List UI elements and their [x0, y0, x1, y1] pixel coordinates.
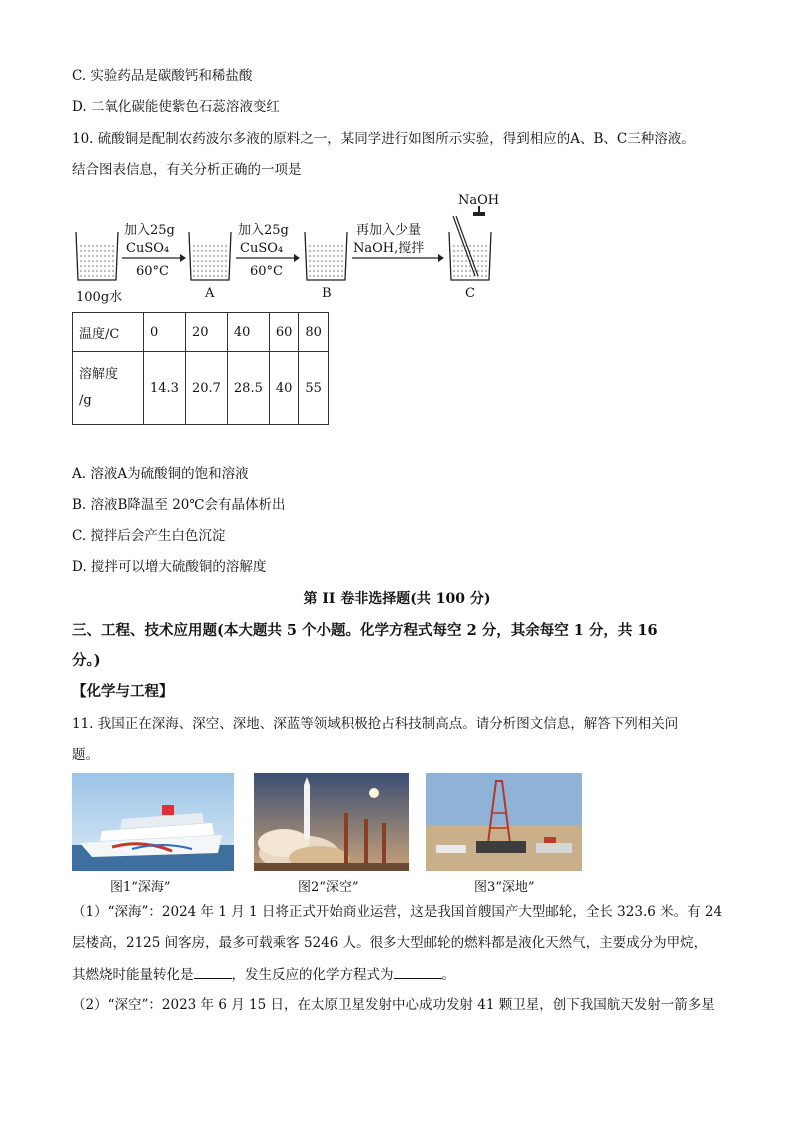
drilling-rig-photo — [426, 773, 582, 871]
rocket-launch-photo — [254, 773, 409, 871]
q11-stem-line2: 题。 — [72, 747, 99, 763]
q10-stem-line2: 结合图表信息，有关分析正确的一项是 — [72, 162, 302, 178]
naoh-label: NaOH — [458, 193, 500, 208]
q11-part1-line1: （1）“深海”：2024 年 1 月 1 日将正式开始商业运营，这是我国首艘国产大型邮轮，全长 323.6 米。有 24 — [72, 904, 723, 920]
step3-reagent: 再加入少量 — [356, 223, 422, 238]
beaker-a-icon — [187, 230, 233, 282]
table-cell: 40 — [269, 352, 299, 425]
step1-temperature: 60°C — [136, 264, 169, 279]
q10-option-a: A. 溶液A为硫酸铜的饱和溶液 — [72, 466, 249, 482]
caption-water: 100g水 — [76, 290, 123, 305]
option-d-previous: D. 二氧化碳能使紫色石蕊溶液变红 — [72, 99, 280, 115]
table-cell: 14.3 — [144, 352, 186, 425]
table-cell: 20 — [185, 313, 227, 352]
step3-action: NaOH,搅拌 — [353, 241, 425, 256]
beaker-c-icon — [445, 214, 495, 282]
table-header-temperature: 温度/C — [73, 313, 144, 352]
figure-1-caption: 图1“深海” — [110, 880, 171, 895]
q10-option-c: C. 搅拌后会产生白色沉淀 — [72, 528, 226, 544]
section-3-title-line1: 三、工程、技术应用题(本大题共 5 个小题。化学方程式每空 2 分，其余每空 1 分，共 16 — [72, 622, 658, 639]
solubility-label: 溶解度 — [79, 367, 119, 382]
step1-reagent: 加入25g — [124, 223, 175, 238]
q10-option-b: B. 溶液B降温至 20℃会有晶体析出 — [72, 497, 286, 513]
caption-c: C — [465, 286, 475, 301]
q11-stem-line1: 11. 我国正在深海、深空、深地、深蓝等领域积极抢占科技制高点。请分析图文信息，解答下列相关问 — [72, 716, 679, 732]
q11-part1-text-a: 其燃烧时能量转化是 — [72, 967, 194, 983]
step2-reagent: 加入25g — [238, 223, 289, 238]
answer-blank-equation[interactable] — [394, 964, 442, 979]
figure-2-caption: 图2“深空” — [298, 880, 359, 895]
caption-b: B — [322, 286, 332, 301]
table-cell: 60 — [269, 313, 299, 352]
step1-compound: CuSO₄ — [126, 241, 170, 256]
table-cell: 0 — [144, 313, 186, 352]
answer-blank-energy[interactable] — [194, 964, 232, 979]
q10-stem-line1: 10. 硫酸铜是配制农药波尔多液的原料之一，某同学进行如图所示实验，得到相应的A、B、C三种溶液。 — [72, 131, 695, 147]
caption-a: A — [205, 286, 215, 301]
figure-3-caption: 图3“深地” — [474, 880, 535, 895]
q10-option-d: D. 搅拌可以增大硫酸铜的溶解度 — [72, 559, 267, 575]
section-3-title-line2: 分。) — [72, 652, 101, 669]
table-cell: 40 — [227, 313, 269, 352]
table-cell: 20.7 — [185, 352, 227, 425]
q11-part1-text-c: 。 — [441, 967, 455, 983]
table-header-solubility — [73, 352, 144, 425]
subheading-chem-engineering: 【化学与工程】 — [72, 683, 174, 700]
table-row — [73, 352, 329, 425]
beaker-b-icon — [303, 230, 349, 282]
dropper-icon — [470, 206, 488, 222]
beaker-water-icon — [74, 230, 120, 282]
cruise-ship-photo — [72, 773, 234, 871]
q11-part2-line1: （2）“深空”：2023 年 6 月 15 日，在太原卫星发射中心成功发射 41 颗卫星，创下我国航天发射一箭多星 — [72, 997, 715, 1013]
q11-part1-text-b: ，发生反应的化学方程式为 — [231, 967, 394, 983]
q11-part1-line2: 层楼高，2125 间客房，最多可载乘客 5246 人。很多大型邮轮的燃料都是液化天然气，主要成分为甲烷， — [72, 935, 708, 951]
step2-compound: CuSO₄ — [240, 241, 284, 256]
table-cell: 55 — [299, 352, 329, 425]
table-cell: 28.5 — [227, 352, 269, 425]
table-row — [73, 313, 329, 352]
table-cell: 80 — [299, 313, 329, 352]
q11-part1-line3 — [72, 964, 455, 985]
step2-temperature: 60°C — [250, 264, 283, 279]
option-c-previous: C. 实验药品是碳酸钙和稀盐酸 — [72, 68, 253, 84]
solubility-unit: /g — [79, 393, 92, 408]
section-2-title: 第 II 卷非选择题(共 100 分) — [303, 591, 491, 607]
solubility-table — [72, 312, 329, 425]
